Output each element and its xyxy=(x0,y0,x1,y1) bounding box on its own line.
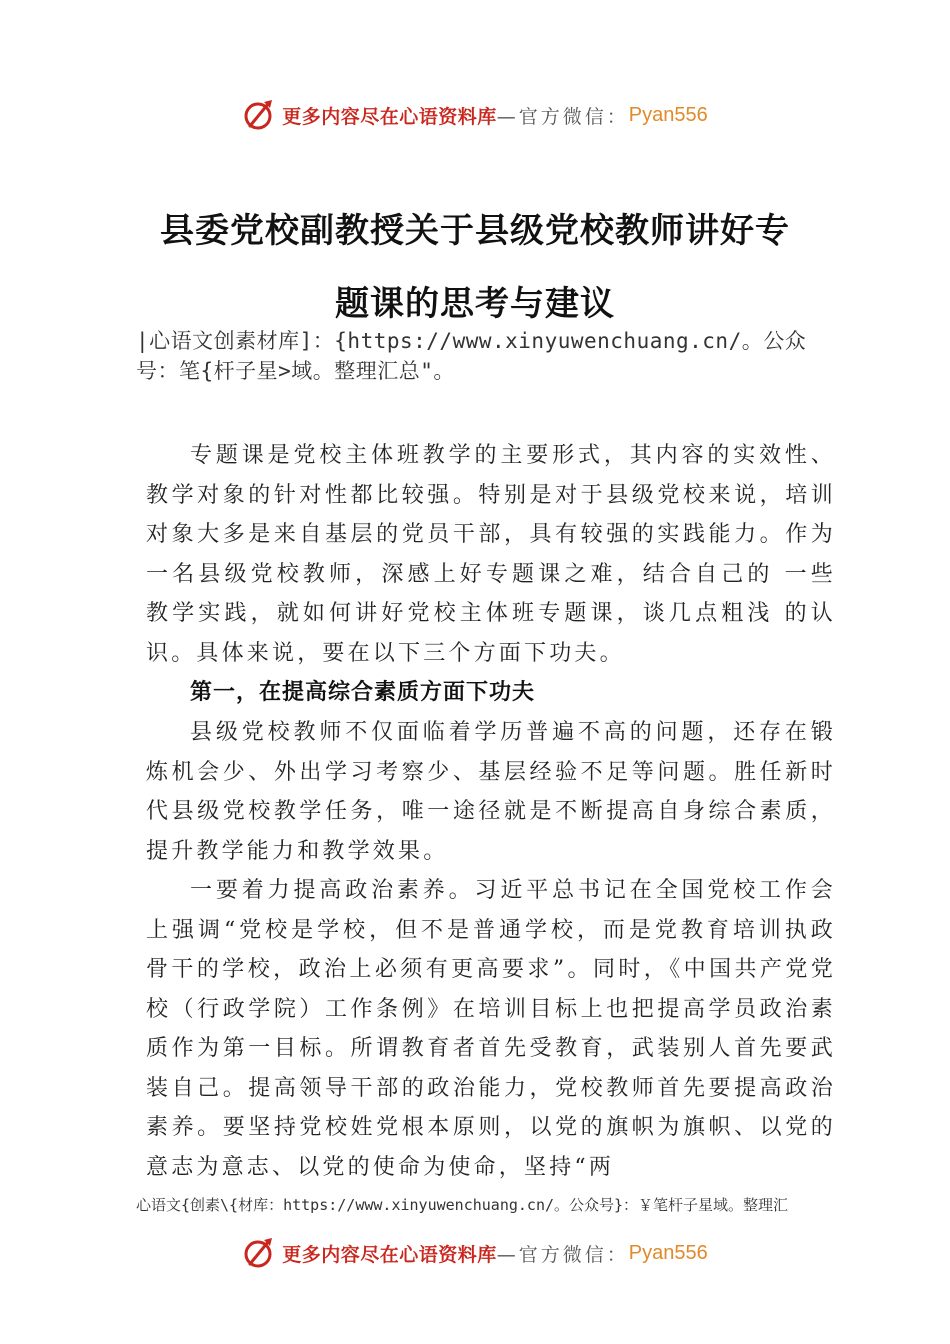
paragraph-2: 县级党校教师不仅面临着学历普遍不高的问题，还存在锻炼机会少、外出学习考察少、基层经验不足等问题。胜任新时代县级党校教学任务，唯一途径就是不断提高自身综合素质，提升教学能力和教学效果。 xyxy=(146,720,836,864)
document-title-line-2: 题课的思考与建议 xyxy=(335,284,615,324)
banner-sub-text: —官方微信： xyxy=(496,1243,629,1266)
brush-logo-icon xyxy=(242,1236,276,1270)
top-banner xyxy=(0,95,950,135)
banner-wechat-id: Pyan556 xyxy=(628,103,708,126)
banner-wechat-id: Pyan556 xyxy=(628,1241,708,1264)
paragraph-3: 一要着力提高政治素养。习近平总书记在全国党校工作会上强调“党校是学校，但不是普通学校，而是党教育培训执政骨干的学校，政治上必须有更高要求”。同时，《中国共产党党校（行政学院）工作条例》在培训目标上也把提高学员政治素质作为第一目标。所谓教育者首先受教育，武装别人首先要武装自己。提高领导干部的政治能力，党校教师首先要提高政治素养。要坚持党校姓党根本原则，以党的旗帜为旗帜、以党的意志为意志、以党的使命为使命，坚持“两 xyxy=(146,878,836,1180)
document-body xyxy=(146,436,836,1187)
banner-main-text: 更多内容尽在心语资料库 xyxy=(282,105,497,128)
paragraph-intro: 专题课是党校主体班教学的主要形式，其内容的实效性、教学对象的针对性都比较强。特别是对于县级党校来说，培训对象大多是来自基层的党员干部，具有较强的实践能力。作为一名县级党校教师，深感上好专题课之难，结合自己的 一些教学实践，就如何讲好党校主体班专题课，谈几点粗浅 的认识。具体来说，要在以下三个方面下功夫。 xyxy=(146,443,836,666)
section-heading-1: 第一，在提高综合素质方面下功夫 xyxy=(190,680,536,705)
footer-note: 心语文{创素\{材库：https://www.xinyuwenchuang.cn/。公众号}：￥笔杆子星域。整理汇 xyxy=(136,1196,789,1214)
brush-logo-icon xyxy=(242,98,276,132)
banner-main-text: 更多内容尽在心语资料库 xyxy=(282,1243,497,1266)
bottom-banner xyxy=(0,1233,950,1273)
banner-sub-text: —官方微信： xyxy=(496,105,629,128)
source-note: |心语文创素材库]：{https://www.xinyuwenchuang.cn/。公众号：笔{杆子星>域。整理汇总"。 xyxy=(136,329,807,383)
document-title-line-1: 县委党校副教授关于县级党校教师讲好专 xyxy=(160,211,790,251)
